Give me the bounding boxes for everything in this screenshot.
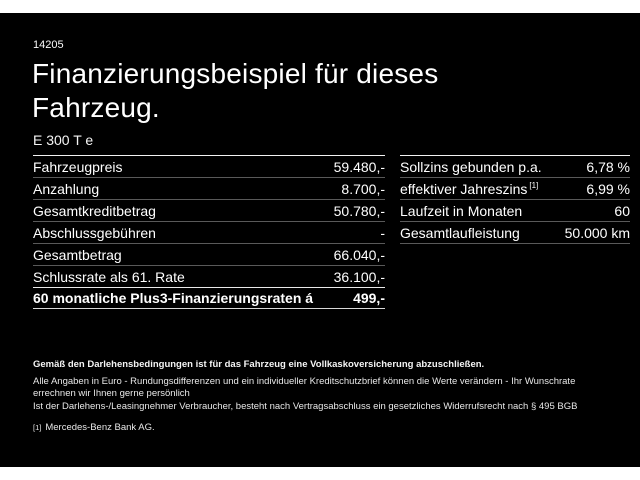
table-row: [33, 155, 385, 177]
offer-code: 14205: [33, 39, 64, 51]
table-row: [400, 177, 630, 199]
table-row-monthly-rate: [33, 287, 385, 309]
disclaimer-line: Alle Angaben in Euro - Rundungsdifferenzen und ein individueller Kreditschutzbrief können die Werte verändern - Ihr Wunschrate errechnen wir Ihnen gerne persönlich: [33, 375, 576, 399]
row-value: -: [380, 224, 385, 241]
disclaimer-line: Ist der Darlehens-/Leasingnehmer Verbraucher, besteht nach Vertragsabschluss ein gesetzliches Widerrufsrecht nach § 495 BGB: [33, 400, 578, 412]
row-value: 66.040,-: [333, 246, 385, 263]
table-row: [33, 265, 385, 287]
footnote-ref: [1]: [529, 180, 539, 190]
footnote: [33, 422, 618, 435]
page-title-line1: Finanzierungsbeispiel für dieses: [32, 58, 439, 89]
table-row: [33, 199, 385, 221]
row-label: Schlussrate als 61. Rate: [33, 268, 185, 285]
row-label: Sollzins gebunden p.a.: [400, 158, 542, 175]
row-label: Anzahlung: [33, 180, 100, 197]
insurance-note: Gemäß den Darlehensbedingungen ist für das Fahrzeug eine Vollkaskoversicherung abzuschließen.: [33, 359, 485, 370]
row-label: Gesamtkreditbetrag: [33, 202, 156, 219]
row-label: Gesamtlaufleistung: [400, 224, 520, 241]
table-row: [400, 221, 630, 243]
table-row: [33, 177, 385, 199]
row-label-text: effektiver Jahreszins: [400, 180, 528, 197]
row-label: Fahrzeugpreis: [33, 158, 123, 175]
row-label: Abschlussgebühren: [33, 224, 156, 241]
table-row: [33, 221, 385, 243]
row-value: 36.100,-: [333, 268, 385, 285]
footnote-text: Mercedes-Benz Bank AG.: [45, 422, 155, 433]
footnote-marker: [1]: [33, 423, 42, 432]
row-value: 59.480,-: [333, 158, 385, 175]
table-row: [400, 155, 630, 177]
row-label: [400, 181, 538, 197]
financing-conditions-table: [400, 155, 630, 244]
row-value: 60: [614, 202, 630, 219]
row-value: 50.000 km: [564, 224, 630, 241]
page-title-line2: Fahrzeug.: [32, 92, 160, 123]
table-row: [33, 243, 385, 265]
row-label: Laufzeit in Monaten: [400, 202, 523, 219]
row-value: 499,-: [353, 290, 385, 306]
row-label: 60 monatliche Plus3-Finanzierungsraten á: [33, 290, 314, 306]
financing-amounts-table: [33, 155, 385, 309]
row-value: 6,99 %: [586, 180, 630, 197]
row-label: Gesamtbetrag: [33, 246, 122, 263]
table-row: [400, 199, 630, 221]
vehicle-model: E 300 T e: [33, 132, 94, 148]
legal-footer: [33, 359, 618, 435]
content-panel: [0, 13, 640, 467]
row-value: 50.780,-: [333, 202, 385, 219]
page-title: [32, 57, 438, 125]
row-value: 8.700,-: [341, 180, 385, 197]
row-value: 6,78 %: [586, 158, 630, 175]
